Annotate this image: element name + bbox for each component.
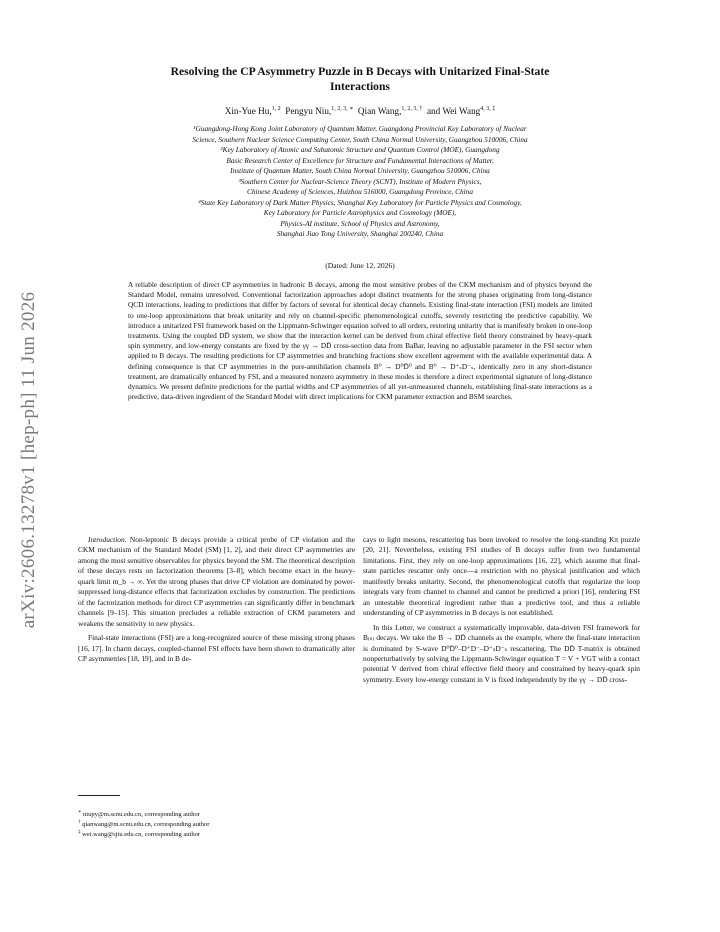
right-column (363, 535, 640, 685)
affiliation-line: Basic Research Center of Excellence for Structure and Fundamental Interactions of Matter, (226, 155, 494, 165)
arxiv-identifier: arXiv:2606.13278v1 [hep-ph] 11 Jun 2026 (18, 291, 39, 629)
paper-title (80, 64, 640, 94)
footnote: ‡ wei.wang@sjtu.edu.cn, corresponding author (78, 829, 201, 838)
footnote: † qianwang@m.scnu.edu.cn, corresponding author (78, 819, 210, 828)
affiliation-line: Chinese Academy of Sciences, Huizhou 516000, Guangdong Province, China (247, 187, 473, 196)
paragraph: In this Letter, we construct a systematically improvable, data-driven FSI framework for B₍ₛ₎ decays. We take the B → DD̄ channels as the example, where the final-state interaction is dominated by S-wave D⁰D̄⁰–D⁺D⁻–D⁺ₛD⁻ₛ rescattering. The DD̄ T-matrix is obtained nonperturbatively by solving the Lippmann-Schwinger equation T = V + VGT with a contact potential V derived from chiral effective field theory and constrained by heavy-quark spin symmetry. Every low-energy constant in V is fixed independently by the γγ → DD̄ cross- (363, 622, 640, 684)
author-1: Xin-Yue Hu,$^{1, 2}$ (224, 105, 281, 116)
section-lead: Introduction. (88, 535, 127, 544)
affiliation-line: ¹Guangdong-Hong Kong Joint Laboratory of Quantum Matter, Guangdong Provincial Key Laboratory of Nuclear (193, 124, 527, 133)
affiliation-line: Science, Southern Nuclear Science Computing Center, South China Normal University, Guangzhou 510006, China (192, 134, 528, 144)
affiliation-line: Key Laboratory for Particle Astrophysics and Cosmology (MOE), (263, 208, 457, 217)
title-line-1: Resolving the CP Asymmetry Puzzle in B Decays with Unitarized Final-State (170, 65, 550, 78)
affiliations (80, 124, 640, 240)
affiliation-line: Shanghai Jiao Tong University, Shanghai 200240, China (276, 229, 444, 238)
left-column (78, 535, 355, 664)
affiliation-line: Institute of Quantum Matter, South China Normal University, Guangzhou 510006, China (230, 166, 490, 175)
abstract: A reliable description of direct CP asymmetries in hadronic B decays, among the most sensitive probes of the CKM mechanism and of physics beyond the Standard Model, remains unresolved. Conventional factorization approaches adopt distinct treatments for the strong phases originating from long-distance QCD interactions, leading to predictions that differ by factors of several for identical decay channels. Existing final-state interaction (FSI) models are limited to one-loop approximations that break unitarity and rely on channel-specific phenomenological cutoffs, severely restricting the predictive capability. We introduce a unitarized FSI framework based on the Lippmann-Schwinger equation solved to all orders, restoring unitarity that is manifestly broken in one-loop treatments. Using the coupled DD̄ system, we show that the interaction kernel can be derived from chiral effective field theory constrained by heavy-quark spin symmetry, and low-energy constants are fixed by the γγ → DD̄ cross-section data from BaBar, leaving no adjustable parameter in the FSI sector when applied to B decays. The resulting predictions for CP asymmetries and branching fractions show excellent agreement with the available experimental data. A defining consequence is that CP asymmetries in the pure-annihilation channels B⁰ → D⁰D̄⁰ and B⁰ → D⁺ₛD⁻ₛ, identically zero in any short-distance treatment, are dramatically enhanced by FSI, and a measured nonzero asymmetry in these modes is therefore a direct experimental signature of long-distance dynamics. We present definite predictions for the partial widths and CP asymmetries of all yet-unmeasured channels, establishing final-state interactions as a predictive, data-driven ingredient of the Standard Model with direct implications for CKM parameter extraction and BSM searches. (128, 280, 592, 402)
arxiv-stamp (4, 260, 54, 660)
footnotes (78, 810, 355, 840)
affiliation-line: ³Southern Center for Nuclear-Science Theory (SCNT), Institute of Modern Physics, (238, 176, 482, 186)
title-line-2: Interactions (330, 80, 390, 93)
paragraph: Final-state interactions (FSI) are a long-recognized source of these missing strong phases [16, 17]. In charm decays, coupled-channel FSI effects have been shown to dramatically alter CP asymmetries [18, 19], and in B de- (78, 633, 355, 663)
author-2: Pengyu Niu,$^{1, 2, 3, ∗}$ (285, 105, 354, 116)
author-list (80, 105, 640, 117)
author-4: and Wei Wang$^{4, 3, \ddagger}$ (426, 105, 496, 116)
paragraph: cays to light mesons, rescattering has been invoked to resolve the long-standing Kπ puzzle [20, 21]. Nevertheless, existing FSI studies of B decays suffer from two fundamental limitations. First, they rely on one-loop approximations [16, 22], which assume that final-state particles rescatter only once—a restriction with no physical justification and which manifestly breaks unitarity. Second, the phenomenological cutoffs that regularize the loop integrals vary from channel to channel and cannot be predicted a priori [16], rendering FSI an untestable theoretical ingredient rather than a predictive tool, and thus a reliable understanding of CP asymmetries in B decays is not established. (363, 535, 640, 618)
footnote: ∗ niupy@m.scnu.edu.cn, corresponding author (78, 809, 200, 818)
affiliation-line: Physics-AI institute, School of Physics and Astronomy, (280, 218, 440, 228)
dated-line: (Dated: June 12, 2026) (325, 261, 395, 270)
paragraph: Introduction. Non-leptonic B decays provide a critical probe of CP violation and the CKM mechanism of the Standard Model (SM) [1, 2], and their direct CP asymmetries are among the most sensitive observables for physics beyond the SM. The theoretical description of these decays rests on factorization theorems [3–8], which become exact in the heavy-quark limit m_b → ∞. Yet the strong phases that drive CP violation are dominated by power-suppressed long-distance effects that factorization excludes by construction. The predictions of the factorization methods for direct CP asymmetries can significantly differ in benchmark channels [9–15]. This situation precludes a reliable extraction of CKM parameters and weakens the sensitivity to new physics. (78, 535, 356, 628)
footnote-divider (78, 795, 120, 796)
affiliation-line: ⁴State Key Laboratory of Dark Matter Physics, Shanghai Key Laboratory for Particle Physics and Cosmology, (198, 197, 522, 207)
affiliation-line: ²Key Laboratory of Atomic and Subatomic Structure and Quantum Control (MOE), Guangdong (220, 145, 500, 154)
author-3: Qian Wang,$^{1, 2, 3, \dagger}$ (357, 105, 423, 116)
